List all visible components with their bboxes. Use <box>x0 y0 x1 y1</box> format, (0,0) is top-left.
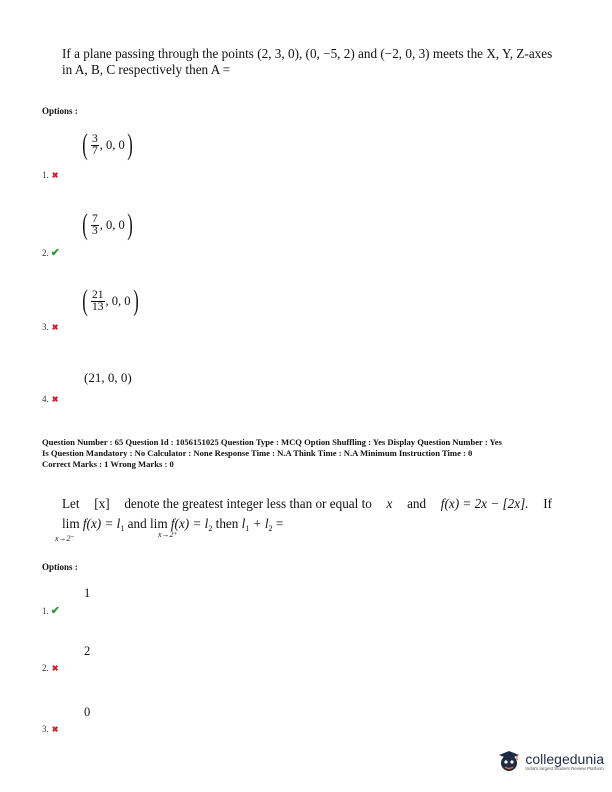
q1-option-3-value: ( $\frac{21}{13}$ , 0, 0 ) <box>82 284 139 317</box>
limit-subscript-right: x→2⁺ <box>158 530 178 539</box>
logo-name: collegedunia <box>525 750 604 767</box>
q1-option-3[interactable]: 3. ✖ <box>42 322 59 332</box>
limit-subscript-left: x→2⁻ <box>55 534 75 543</box>
options-label-1: Options : <box>42 106 78 116</box>
q1-option-2-value: ( $\frac{7}{3}$ , 0, 0 ) <box>82 208 133 241</box>
q2-option-2-value: 2 <box>84 644 91 658</box>
q2-option-1[interactable]: 1. ✔ <box>42 605 60 617</box>
graduate-mascot-icon <box>496 748 522 774</box>
wrong-icon: ✖ <box>51 323 59 332</box>
question-1-text: If a plane passing through the points (2, 3, 0), (0, −5, 2) and (−2, 0, 3) meets the X, Y, Z-axes in A, B, C respectively then A = <box>62 46 553 77</box>
wrong-icon: ✖ <box>51 395 59 404</box>
q1-option-1[interactable]: 1. ✖ <box>42 170 59 180</box>
check-icon: ✔ <box>50 247 60 259</box>
q2-option-3-value: 0 <box>84 705 91 719</box>
wrong-icon: ✖ <box>51 664 59 673</box>
wrong-icon: ✖ <box>51 171 59 180</box>
q1-option-1-value: ( $\frac{3}{7}$ , 0, 0 ) <box>82 128 133 161</box>
logo-tagline: India's largest Student Review Platform <box>525 765 604 771</box>
check-icon: ✔ <box>50 605 60 617</box>
wrong-icon: ✖ <box>51 725 59 734</box>
question-metadata: Question Number : 65 Question Id : 1056151025 Question Type : MCQ Option Shuffling : Yes Display Question Number : Yes Is Question Mandatory : No Calculator : None Response Time : N.A Think Time : N.A Minimum Instruction Time : 0 Correct Marks : 1 Wrong Marks : 0 <box>42 437 502 470</box>
options-label-2: Options : <box>42 562 78 572</box>
collegedunia-logo <box>496 748 604 774</box>
q1-option-2[interactable]: 2. ✔ <box>42 247 60 259</box>
q1-option-4[interactable]: 4. ✖ <box>42 394 59 404</box>
q2-option-3[interactable]: 3. ✖ <box>42 724 59 734</box>
q2-option-2[interactable]: 2. ✖ <box>42 663 59 673</box>
q2-option-1-value: 1 <box>84 586 91 600</box>
q1-option-4-value: (21, 0, 0) <box>84 370 132 385</box>
question-2-text: Let [x] denote the greatest integer less than or equal to x and f(x) = 2x − [2x]. If $\lim f(x) = l_1$ and $\lim f(x) = l_2$ then $l_1 + l_2$ = <box>62 496 552 533</box>
